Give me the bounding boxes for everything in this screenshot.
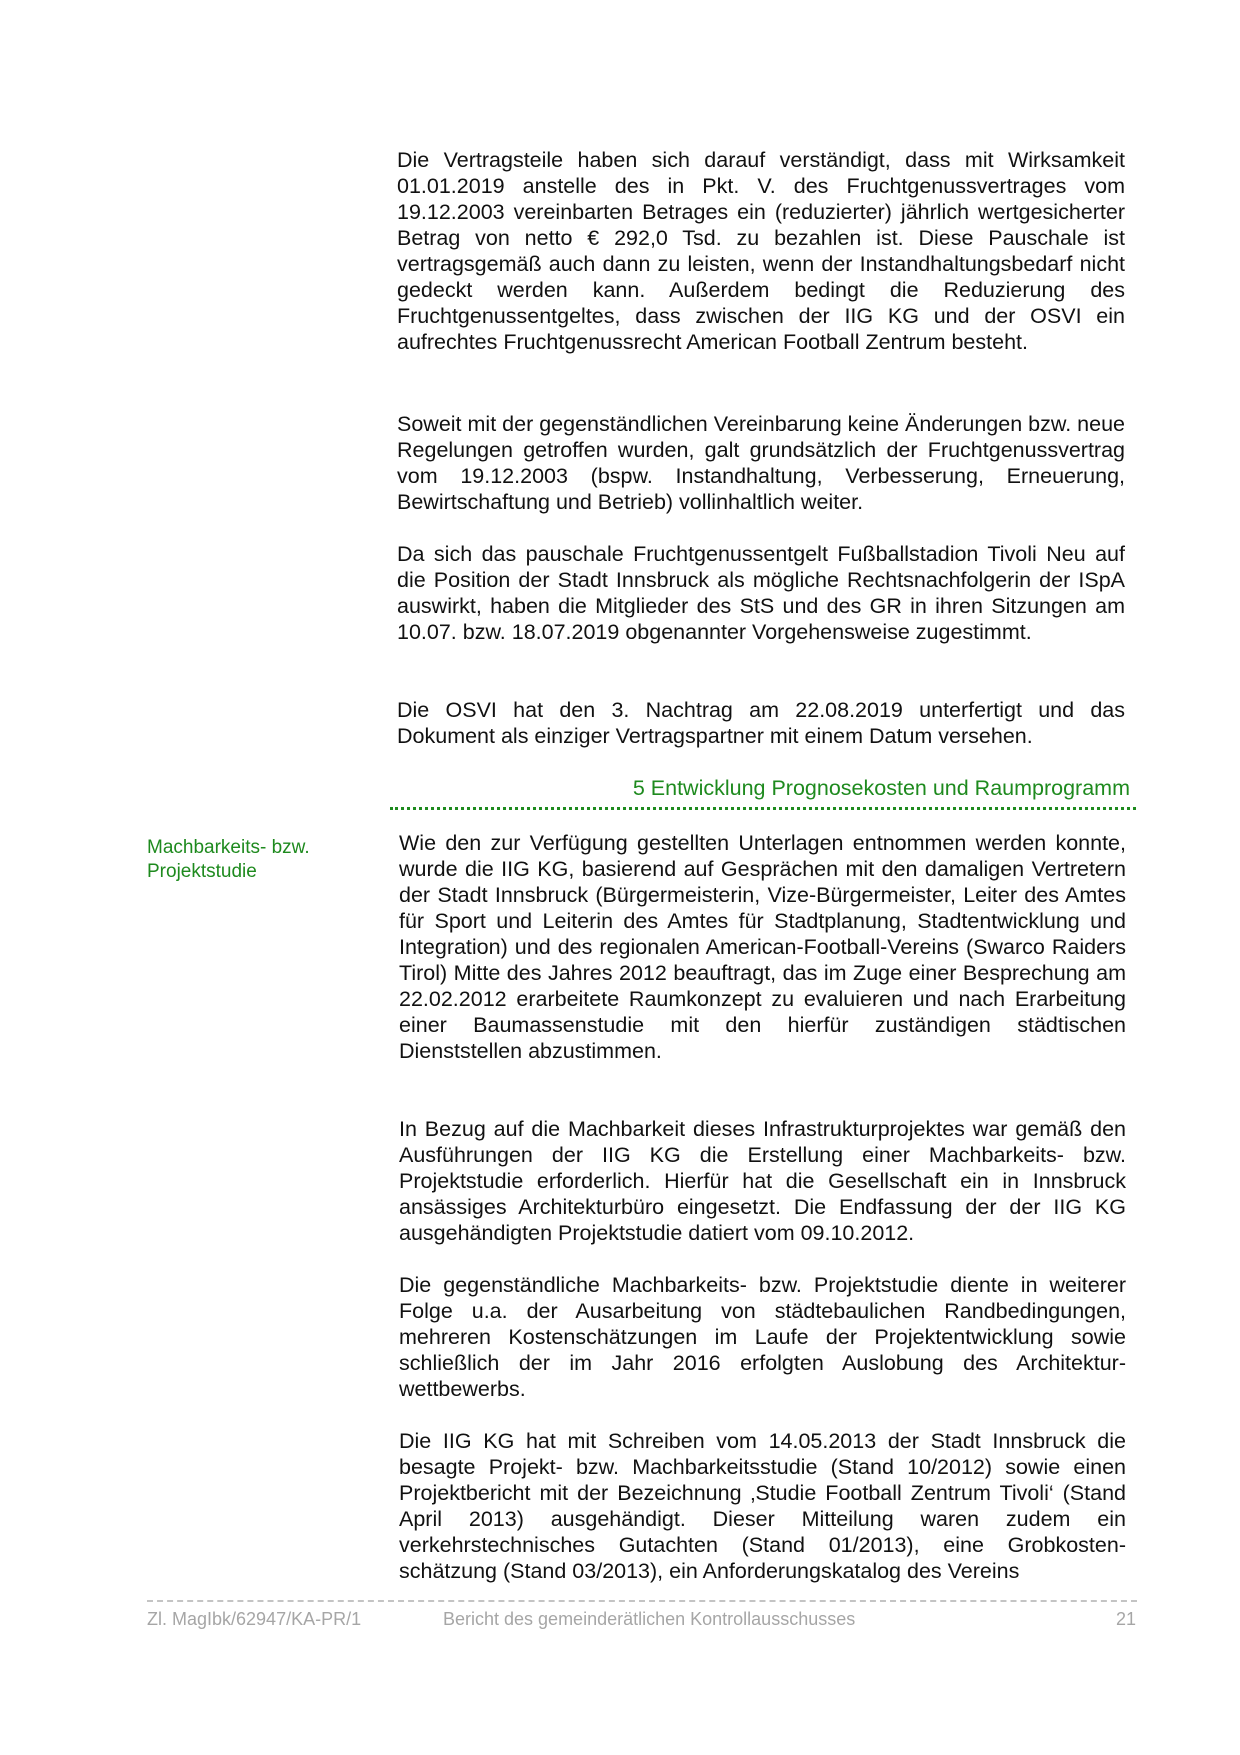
paragraph: Da sich das pauschale Fruchtgenussentgelt Fußballstadion Tivoli Neu auf die Position der Stadt Innsbruck als mögliche Rechtsnachfolgerin der ISpA auswirkt, haben die Mitglieder des StS und des GR in ihren Sitzungen am 10.07. bzw. 18.07.2019 obgenannter Vorgehensweise zugestimmt.: [397, 542, 1125, 644]
paragraph: Die gegenständliche Machbarkeits- bzw. Projektstudie diente in weiterer Folge u.a. der Ausarbeitung von städtebaulichen Randbedingungen, mehreren Kostenschätzungen im Laufe der Projektentwicklung sowie schließlich der im Jahr 2016 erfolgten Auslobung des Architekturwettbewerbs.: [399, 1273, 1126, 1401]
paragraph: Die Vertragsteile haben sich darauf verständigt, dass mit Wirksamkeit 01.01.2019 anstelle des in Pkt. V. des Fruchtgenussvertrages vom 19.12.2003 vereinbarten Betrages ein (reduzierter) jährlich wertgesicherter Betrag von netto € 292,0 Tsd. zu bezahlen ist. Diese Pauschale ist vertragsgemäß auch dann zu leisten, wenn der Instandhaltungsbedarf nicht gedeckt werden kann. Außerdem bedingt die Reduzierung des Fruchtgenussentgeltes, dass zwischen der IIG KG und der OSVI ein aufrechtes Fruchtgenussrecht American Football Zentrum besteht.: [397, 148, 1125, 354]
footer-divider: [147, 1600, 1137, 1602]
page-number: 21: [1115, 1609, 1136, 1629]
margin-note: Machbarkeits- bzw. Projektstudie: [147, 837, 310, 882]
paragraph: Die IIG KG hat mit Schreiben vom 14.05.2013 der Stadt Innsbruck die besagte Projekt- bzw. Machbarkeitsstudie (Stand 10/2012) sowie einen Projektbericht mit der Bezeichnung ‚Studie Football Zentrum Tivoli‘ (Stand April 2013) ausgehändigt. Dieser Mitteilung waren zudem ein verkehrstechnisches Gutachten (Stand 01/2013), eine Grobkostenschätzung (Stand 03/2013), ein Anforderungskatalog des Vereins: [399, 1429, 1126, 1583]
section-heading-block: [390, 775, 1136, 810]
footer-title: Bericht des gemeinderätlichen Kontrollausschusses: [443, 1609, 856, 1629]
paragraph: Wie den zur Verfügung gestellten Unterlagen entnommen werden konnte, wurde die IIG KG, basierend auf Gesprächen mit den damaligen Vertretern der Stadt Innsbruck (Bürgermeisterin, Vize-Bürgermeister, Leiter des Amtes für Sport und Leiterin des Amtes für Stadtplanung, Stadtentwicklung und Integration) und des regionalen American-Football-Vereins (Swarco Raiders Tirol) Mitte des Jahres 2012 beauftragt, das im Zuge einer Besprechung am 22.02.2012 erarbeitete Raumkonzept zu evaluieren und nach Erarbeitung einer Baumassenstudie mit den hierfür zuständigen städtischen Dienststellen abzustimmen.: [399, 831, 1126, 1063]
section-heading: 5 Entwicklung Prognosekosten und Raumprogramm: [632, 776, 1130, 800]
paragraph: Soweit mit der gegenständlichen Vereinbarung keine Änderungen bzw. neue Regelungen getroffen wurden, galt grundsätzlich der Fruchtgenussvertrag vom 19.12.2003 (bspw. Instandhaltung, Verbesserung, Erneuerung, Bewirtschaftung und Betrieb) vollinhaltlich weiter.: [397, 412, 1125, 514]
section-divider: [390, 807, 1136, 810]
footer-reference: Zl. MagIbk/62947/KA-PR/1: [147, 1609, 362, 1629]
paragraph: In Bezug auf die Machbarkeit dieses Infrastrukturprojektes war gemäß den Ausführungen der IIG KG die Erstellung einer Machbarkeits- bzw. Projektstudie erforderlich. Hierfür hat die Gesellschaft ein in Innsbruck ansässiges Architekturbüro eingesetzt. Die Endfassung der der IIG KG ausgehändigten Projektstudie datiert vom 09.10.2012.: [399, 1117, 1126, 1245]
paragraph: Die OSVI hat den 3. Nachtrag am 22.08.2019 unterfertigt und das Dokument als einziger Vertragspartner mit einem Datum versehen.: [397, 698, 1125, 748]
